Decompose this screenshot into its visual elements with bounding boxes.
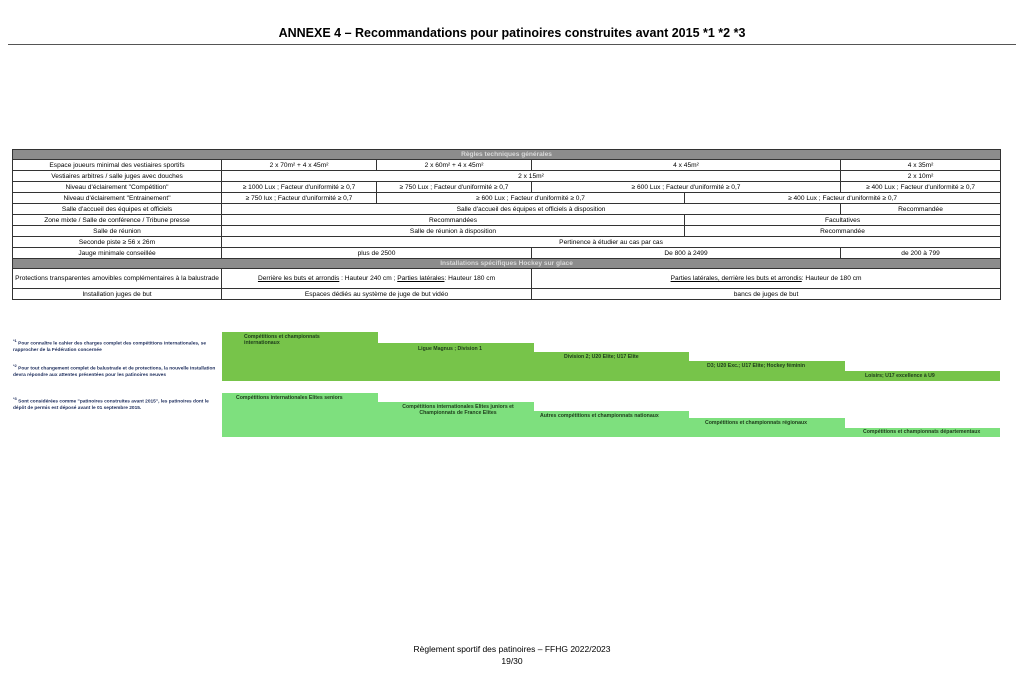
table-cell: Salle de réunion à disposition <box>222 226 685 237</box>
table-cell: 2 x 70m² + 4 x 45m² <box>222 160 377 171</box>
table-cell: 2 x 10m² <box>841 171 1001 182</box>
stair-label: D3; U20 Exc.; U17 Elite; Hockey féminin <box>707 363 806 369</box>
table-cell: Salle d'accueil des équipes et officiels à disposition <box>222 204 841 215</box>
stair-step-3 <box>534 411 689 437</box>
table-cell: ≥ 400 Lux ; Facteur d'uniformité ≥ 0,7 <box>841 182 1001 193</box>
stair-label: Autres compétitions et championnats nationaux <box>540 413 659 419</box>
table-row <box>13 204 1001 215</box>
page-number: 19/30 <box>501 656 523 666</box>
table-cell: Espaces dédiés au système de juge de but vidéo <box>222 289 532 300</box>
table-row <box>13 226 1001 237</box>
table-cell: ≥ 1000 Lux ; Facteur d'uniformité ≥ 0,7 <box>222 182 377 193</box>
cell-underlined-text: Parties latérales <box>397 275 445 282</box>
stair-label: Ligue Magnus ; Division 1 <box>418 346 482 352</box>
row-label: Niveau d'éclairement "Compétition" <box>13 182 222 193</box>
section-title: Règles techniques générales <box>13 150 1001 160</box>
footnote-text: Pour connaître le cahier des charges complet des compétitions internationales, se rapprocher de la Fédération concernée <box>13 341 207 353</box>
stair-step-1 <box>222 332 378 381</box>
stair-label: Compétitions internationales Elites seniors <box>236 395 343 401</box>
table-cell: Recommandées <box>222 215 685 226</box>
footnote-text: Pour tout changement complet de balustrade et de protections, la nouvelle installation devra répondre aux attentes présentées pour les patinoires neuves <box>13 366 216 378</box>
table-cell: ≥ 750 lux ; Facteur d'uniformité ≥ 0,7 <box>222 193 377 204</box>
table-cell: de 200 à 799 <box>841 248 1001 259</box>
table-cell <box>532 269 1001 289</box>
page-title: ANNEXE 4 – Recommandations pour patinoires construites avant 2015 *1 *2 *3 <box>278 26 746 40</box>
table-cell: De 800 à 2499 <box>532 248 841 259</box>
stair-step-4 <box>689 361 845 381</box>
stair-label: Compétitions internationales Elites juniors et Championnats de France Elites <box>402 404 514 416</box>
table-row <box>13 248 1001 259</box>
table-row <box>13 182 1001 193</box>
table-row <box>13 160 1001 171</box>
table-cell: Pertinence à étudier au cas par cas <box>222 237 1001 248</box>
row-label: Espace joueurs minimal des vestiaires sportifs <box>13 160 222 171</box>
cell-underlined-text: Parties latérales, derrière les buts et arrondis <box>670 275 802 282</box>
table-cell: 4 x 45m² <box>532 160 841 171</box>
footnote-text: Sont considérées comme "patinoires construites avant 2015", les patinoires dont le dépôt de permis est déposé avant le 01 septembre 2015. <box>13 399 209 411</box>
cell-text: : Hauteur de 180 cm <box>801 275 862 282</box>
table-cell: 2 x 60m² + 4 x 45m² <box>377 160 532 171</box>
footnote-2 <box>13 363 218 379</box>
table-cell: Recommandée <box>841 204 1001 215</box>
table-row <box>13 215 1001 226</box>
table-cell: ≥ 750 Lux ; Facteur d'uniformité ≥ 0,7 <box>377 182 532 193</box>
footnote-mark: *3 <box>13 396 17 401</box>
table-cell: Facultatives <box>685 215 1001 226</box>
stair-step-5 <box>845 371 1000 381</box>
section-title: Installations spécifiques Hockey sur glace <box>13 259 1001 269</box>
stair-step-4 <box>689 418 845 437</box>
stair-label: Compétitions et championnats départementaux <box>863 429 981 435</box>
section-header-general <box>13 150 1001 160</box>
footnote-mark: *1 <box>13 338 17 343</box>
table-row <box>13 171 1001 182</box>
row-label: Salle d'accueil des équipes et officiels <box>13 204 222 215</box>
stair-label: Compétitions et championnats internationaux <box>244 334 320 346</box>
recommendations-table <box>12 149 1001 300</box>
stair-label: Division 2; U20 Elite; U17 Elite <box>564 354 639 360</box>
table-cell: 2 x 15m² <box>222 171 841 182</box>
stair-step-5 <box>845 428 1000 437</box>
row-label: Jauge minimale conseillée <box>13 248 222 259</box>
table-cell: plus de 2500 <box>222 248 532 259</box>
row-label: Salle de réunion <box>13 226 222 237</box>
row-label: Zone mixte / Salle de conférence / Tribune presse <box>13 215 222 226</box>
footer-title: Règlement sportif des patinoires – FFHG 2022/2023 <box>413 644 611 654</box>
section-header-hockey <box>13 259 1001 269</box>
row-label: Vestiaires arbitres / salle juges avec douches <box>13 171 222 182</box>
stair-step-2 <box>378 343 534 381</box>
cell-underlined-text: Derrière les buts et arrondis <box>257 275 340 282</box>
row-label: Seconde piste ≥ 56 x 26m <box>13 237 222 248</box>
table-cell: 4 x 35m² <box>841 160 1001 171</box>
cell-text: : Hauteur 240 cm ; <box>339 275 398 282</box>
stair-step-3 <box>534 352 689 381</box>
table-cell: ≥ 600 Lux ; Facteur d'uniformité ≥ 0,7 <box>377 193 685 204</box>
row-label: Protections transparentes amovibles complémentaires à la balustrade <box>13 269 222 289</box>
stair-step-2 <box>378 402 534 437</box>
footnote-mark: *2 <box>13 363 17 368</box>
table-row <box>13 289 1001 300</box>
footnote-1 <box>13 338 218 354</box>
stair-step-1 <box>222 393 378 437</box>
footnote-3 <box>13 396 218 412</box>
stair-label: Loisirs; U17 excellence à U9 <box>865 373 935 379</box>
cell-text: : Hauteur 180 cm <box>444 275 496 282</box>
table-cell: Recommandée <box>685 226 1001 237</box>
table-row <box>13 269 1001 289</box>
table-cell: ≥ 400 Lux ; Facteur d'uniformité ≥ 0,7 <box>685 193 1001 204</box>
title-divider <box>8 44 1016 45</box>
table-cell: bancs de juges de but <box>532 289 1001 300</box>
table-cell: ≥ 600 Lux ; Facteur d'uniformité ≥ 0,7 <box>532 182 841 193</box>
row-label: Niveau d'éclairement "Entrainement" <box>13 193 222 204</box>
table-row <box>13 193 1001 204</box>
table-cell <box>222 269 532 289</box>
table-row <box>13 237 1001 248</box>
row-label: Installation juges de but <box>13 289 222 300</box>
stair-label: Compétitions et championnats régionaux <box>705 420 808 426</box>
